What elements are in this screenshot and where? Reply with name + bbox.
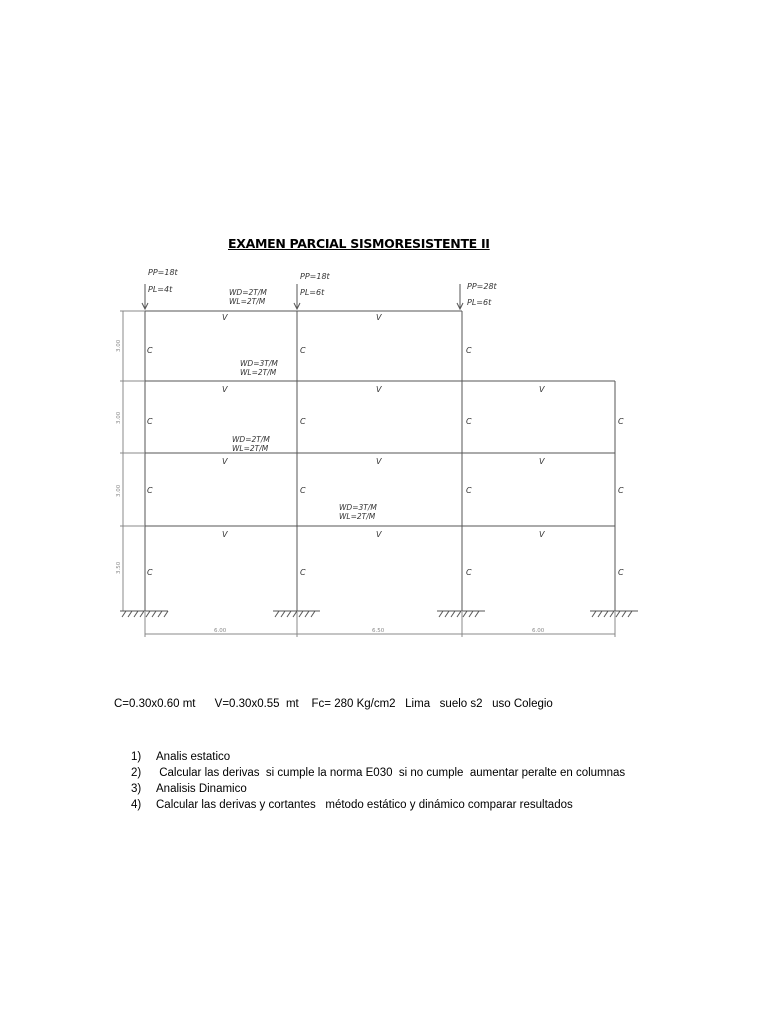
- point-load-pl: PL=6t: [300, 288, 325, 297]
- column-label: C: [618, 486, 624, 495]
- distributed-load-wd: WD=2T/M: [232, 435, 270, 444]
- column-label: C: [300, 486, 306, 495]
- column-label: C: [147, 417, 153, 426]
- story-height-label: 3.50: [116, 561, 122, 574]
- load-arrow-icon: [457, 284, 463, 309]
- column-label: C: [300, 417, 306, 426]
- story-height-label: 3.00: [116, 484, 122, 497]
- section-specs: C=0.30x0.60 mt V=0.30x0.55 mt Fc= 280 Kg/cm2 Lima suelo s2 uso Colegio: [114, 698, 553, 710]
- point-load-pp: PP=28t: [467, 282, 497, 291]
- bay-span-label: 6.00: [214, 628, 227, 634]
- point-load-pp: PP=18t: [148, 268, 178, 277]
- beam-label: V: [376, 385, 382, 394]
- bay-span-label: 6.50: [372, 628, 385, 634]
- column-label: C: [300, 346, 306, 355]
- column-label: C: [466, 486, 472, 495]
- beam-label: V: [376, 530, 382, 539]
- column-label: C: [466, 568, 472, 577]
- column-label: C: [147, 568, 153, 577]
- point-load-pp: PP=18t: [300, 272, 330, 281]
- task-text: Analisis Dinamico: [156, 783, 247, 795]
- column-label: C: [300, 568, 306, 577]
- task-text: Calcular las derivas si cumple la norma E030 si no cumple aumentar peralte en columnas: [156, 767, 626, 779]
- column-label: C: [618, 417, 624, 426]
- task-item: [131, 749, 625, 765]
- task-item: [131, 765, 625, 781]
- task-number: 4): [131, 799, 142, 811]
- distributed-load-wl: WL=2T/M: [232, 444, 269, 453]
- beam-label: V: [376, 457, 382, 466]
- distributed-load-wl: WL=2T/M: [229, 297, 266, 306]
- task-list: [131, 749, 625, 813]
- fixed-support-icon: [437, 611, 485, 617]
- distributed-load-wl: WL=2T/M: [240, 368, 277, 377]
- bay-span-label: 6.00: [532, 628, 545, 634]
- task-text: Calcular las derivas y cortantes método estático y dinámico comparar resultados: [156, 799, 573, 811]
- column-label: C: [147, 346, 153, 355]
- distributed-load-wd: WD=3T/M: [339, 503, 377, 512]
- beam-label: V: [539, 530, 545, 539]
- column-label: C: [466, 346, 472, 355]
- beam-label: V: [539, 457, 545, 466]
- distributed-load-wd: WD=2T/M: [229, 288, 267, 297]
- task-item: [131, 797, 625, 813]
- distributed-load-wl: WL=2T/M: [339, 512, 376, 521]
- exam-title: EXAMEN PARCIAL SISMORESISTENTE II: [228, 236, 490, 251]
- distributed-load-wd: WD=3T/M: [240, 359, 278, 368]
- task-number: 3): [131, 783, 142, 795]
- beam-label: V: [222, 457, 228, 466]
- story-height-label: 3.00: [116, 339, 122, 352]
- beam-label: V: [539, 385, 545, 394]
- task-text: Analis estatico: [156, 751, 231, 763]
- fixed-support-icon: [590, 611, 638, 617]
- column-label: C: [618, 568, 624, 577]
- story-height-label: 3.00: [116, 411, 122, 424]
- task-number: 1): [131, 751, 142, 763]
- point-load-pl: PL=4t: [148, 285, 173, 294]
- column-label: C: [466, 417, 472, 426]
- beam-label: V: [222, 385, 228, 394]
- column-label: C: [147, 486, 153, 495]
- beam-label: V: [222, 313, 228, 322]
- task-item: [131, 781, 625, 797]
- fixed-support-icon: [120, 611, 168, 617]
- point-load-pl: PL=6t: [467, 298, 492, 307]
- beam-label: V: [222, 530, 228, 539]
- task-number: 2): [131, 767, 142, 779]
- beam-label: V: [376, 313, 382, 322]
